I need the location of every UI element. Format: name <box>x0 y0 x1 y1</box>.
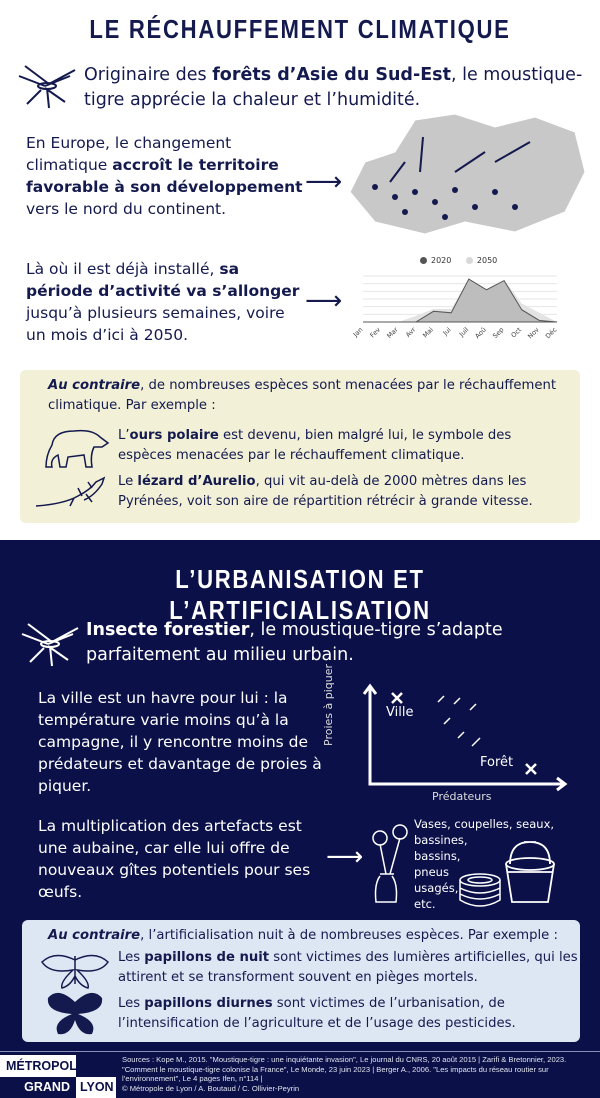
city-text: La ville est un havre pour lui : la température varie moins qu’à la campagne, il y rencontre moins de prédateurs et davantage de proies à piquer. <box>38 689 322 795</box>
container-item: etc. <box>414 897 436 911</box>
polar-bear-text: L’ours polaire est devenu, bien malgré lui, le symbole des espèces menacées par le réchauffement climatique. <box>118 428 512 463</box>
urban-intro: Insecte forestier, le moustique-tigre s’adapte parfaitement au milieu urbain. <box>86 620 503 665</box>
ville-label: Ville <box>386 705 414 720</box>
x-tick-label: Avr <box>404 325 418 339</box>
activity-chart <box>345 270 565 350</box>
section-title-climate: LE RÉCHAUFFEMENT CLIMATIQUE <box>89 14 511 44</box>
container-item: pneus <box>414 865 449 879</box>
contrary-lead: Au contraire, de nombreuses espèces sont menacées par le réchauffement climatique. Par exemple : <box>48 378 557 413</box>
lizard-text: Le lézard d’Aurelio, qui vit au-delà de 2000 mètres dans les Pyrénées, voit son aire de répartition rétrécir à grande vitesse. <box>118 474 533 509</box>
urbanisation-section <box>0 540 600 1098</box>
logo-grand: GRAND <box>24 1080 70 1094</box>
arrow-icon: ⟶ <box>305 167 343 197</box>
legend-2050: 2050 <box>466 256 497 265</box>
x-tick-label: Déc <box>543 325 559 341</box>
y-axis-label: Proies à piquer <box>322 663 335 746</box>
logo-metropole: MÉTROPOLE <box>0 1055 76 1077</box>
contrary-lead: Au contraire, l’artificialisation nuit à de nombreuses espèces. Par exemple : <box>48 928 558 943</box>
container-item: bassins, <box>414 849 461 863</box>
metropole-logo <box>0 1055 118 1098</box>
vase-icon <box>368 824 414 904</box>
series-area-2020 <box>363 279 557 322</box>
x-tick-label: Oct <box>509 325 524 340</box>
contrary-box-climate <box>20 370 580 523</box>
x-tick-label: Mar <box>385 325 400 341</box>
logo-lyon: LYON <box>76 1077 116 1098</box>
moth-icon <box>40 950 110 990</box>
legend-2020: 2020 <box>420 256 451 265</box>
mosquito-icon <box>18 616 82 668</box>
tire-icon <box>458 872 502 908</box>
x-tick-label: Sep <box>491 325 506 341</box>
moth-text: Les papillons de nuit sont victimes des lumières artificielles, qui les attirent et se transforment souvent en pièges mortels. <box>118 950 578 985</box>
contrary-box-urban <box>22 920 580 1042</box>
butterfly-text: Les papillons diurnes sont victimes de l’urbanisation, de l’intensification de l’agriculture et de l’usage des pesticides. <box>118 996 516 1031</box>
section-title-urbanisation: L’URBANISATION ET L’ARTIFICIALISATION <box>169 564 431 625</box>
footer-divider <box>0 1051 600 1052</box>
europe-text: En Europe, le changement climatique accroît le territoire favorable à son développement vers le nord du continent. <box>26 134 303 218</box>
mosquito-icon <box>15 58 79 110</box>
sources: Sources : Kope M., 2015. "Moustique-tigre : une inquiétante invasion", Le journal du CNRS, 20 août 2015 | Zarifi & Bretonnier, 2023. "Comment le moustique-tigre colonise la France", Le Monde, 23 juin 2023 | Berger A., 2006. "Les impacts du réseau routier sur l’environnement", Le 4 pages Ifen, n°114 | © Métropole de Lyon / A. Boutaud / C. Ollivier-Peyrin <box>122 1055 567 1093</box>
container-item: usagés, <box>414 881 459 895</box>
butterfly-icon <box>44 992 106 1038</box>
container-item: bassines, <box>414 833 468 847</box>
x-tick-label: Juil <box>457 325 471 339</box>
x-tick-label: Jan <box>351 325 365 339</box>
lizard-icon <box>34 474 110 510</box>
intro-text: Originaire des forêts d’Asie du Sud-Est, le moustique-tigre apprécie la chaleur et l’humidité. <box>84 65 583 110</box>
arrow-icon: ⟶ <box>305 286 343 316</box>
x-axis-label: Prédateurs <box>432 790 492 803</box>
europe-map <box>345 112 590 237</box>
arrow-icon: ⟶ <box>326 842 364 872</box>
x-tick-label: Fev <box>368 325 383 340</box>
x-tick-label: Nov <box>526 325 541 341</box>
bucket-icon <box>502 838 558 906</box>
foret-label: Forêt <box>480 755 514 770</box>
container-item: Vases, coupelles, seaux, <box>414 817 555 831</box>
x-tick-label: Jui <box>441 325 453 337</box>
artefacts-text: La multiplication des artefacts est une aubaine, car elle lui offre de nouveaux gîtes potentiels pour ses œufs. <box>38 817 311 901</box>
polar-bear-icon <box>44 425 110 469</box>
chart-legend <box>420 256 497 265</box>
x-tick-label: Mai <box>421 325 435 340</box>
activity-text: Là où il est déjà installé, sa période d’activité va s’allonger jusqu’à plusieurs semaines, voire un mois d’ici à 2050. <box>26 260 300 344</box>
x-tick-label: Aoû <box>473 325 488 341</box>
